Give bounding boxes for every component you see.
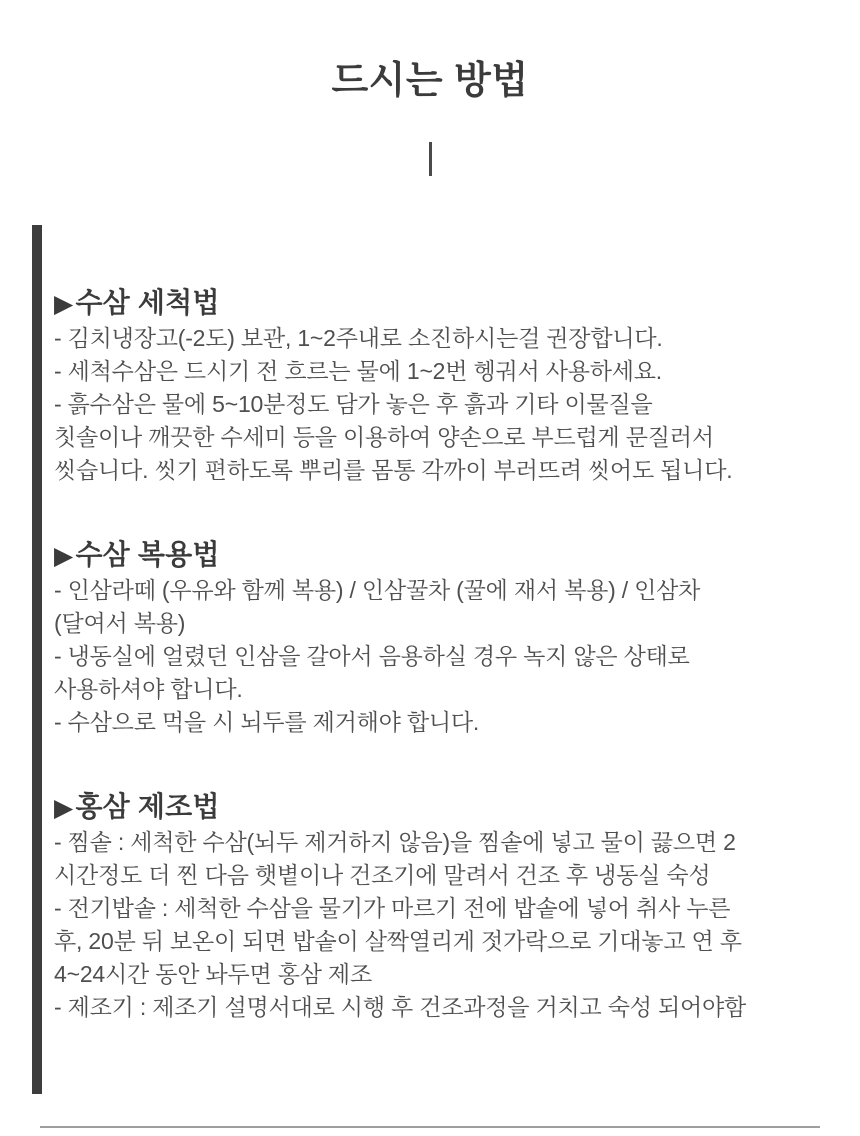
section-heading xyxy=(54,537,840,574)
section-red-ginseng xyxy=(54,789,840,1024)
triangle-bullet-icon: ▶ xyxy=(54,542,74,570)
body-line: - 김치냉장고(-2도) 보관, 1~2주내로 소진하시는걸 권장합니다. xyxy=(54,325,663,351)
body-line: - 인삼라떼 (우유와 함께 복용) / 인삼꿀차 (꿀에 재서 복용) / 인삼차 xyxy=(54,577,701,603)
body-line: - 냉동실에 얼렸던 인삼을 갈아서 음용하실 경우 녹지 않은 상태로 xyxy=(54,643,690,669)
section-heading xyxy=(54,789,840,826)
body-line: 칫솔이나 깨끗한 수세미 등을 이용하여 양손으로 부드럽게 문질러서 xyxy=(54,424,714,450)
instructions-panel xyxy=(32,225,840,1094)
body-line: 사용하셔야 합니다. xyxy=(54,676,243,702)
section-heading-label: 수삼 복용법 xyxy=(75,539,220,570)
body-line: - 수삼으로 먹을 시 뇌두를 제거해야 합니다. xyxy=(54,709,480,735)
section-heading xyxy=(54,285,840,322)
triangle-bullet-icon: ▶ xyxy=(54,290,74,318)
body-line: - 세척수삼은 드시기 전 흐르는 물에 1~2번 헹궈서 사용하세요. xyxy=(54,358,662,384)
page-title: 드시는 방법 xyxy=(331,60,529,102)
body-line: 씻습니다. 씻기 편하도록 뿌리를 몸통 각까이 부러뜨려 씻어도 됩니다. xyxy=(54,457,733,483)
section-heading-label: 홍삼 제조법 xyxy=(75,791,220,822)
body-line: - 찜솥 : 세척한 수삼(뇌두 제거하지 않음)을 찜솥에 넣고 물이 끓으면 2 xyxy=(54,829,736,855)
section-washing xyxy=(54,285,840,487)
triangle-bullet-icon: ▶ xyxy=(54,794,74,822)
body-line: - 제조기 : 제조기 설명서대로 시행 후 건조과정을 거치고 숙성 되어야함 xyxy=(54,994,747,1020)
left-accent-bar xyxy=(32,225,42,1094)
body-line: 후, 20분 뒤 보온이 되면 밥솥이 살짝열리게 젓가락으로 기대놓고 연 후 xyxy=(54,928,742,954)
body-line: - 흙수삼은 물에 5~10분정도 담가 놓은 후 흙과 기타 이물질을 xyxy=(54,391,653,417)
body-line: 4~24시간 동안 놔두면 홍삼 제조 xyxy=(54,961,372,987)
section-consumption xyxy=(54,537,840,739)
body-line: (달여서 복용) xyxy=(54,610,186,636)
bottom-divider xyxy=(40,1126,820,1128)
body-line: 시간정도 더 찐 다음 햇볕이나 건조기에 말려서 건조 후 냉동실 숙성 xyxy=(54,862,711,888)
title-tick-divider xyxy=(429,142,432,176)
section-heading-label: 수삼 세척법 xyxy=(75,287,220,318)
body-line: - 전기밥솥 : 세척한 수삼을 물기가 마르기 전에 밥솥에 넣어 취사 누른 xyxy=(54,895,731,921)
